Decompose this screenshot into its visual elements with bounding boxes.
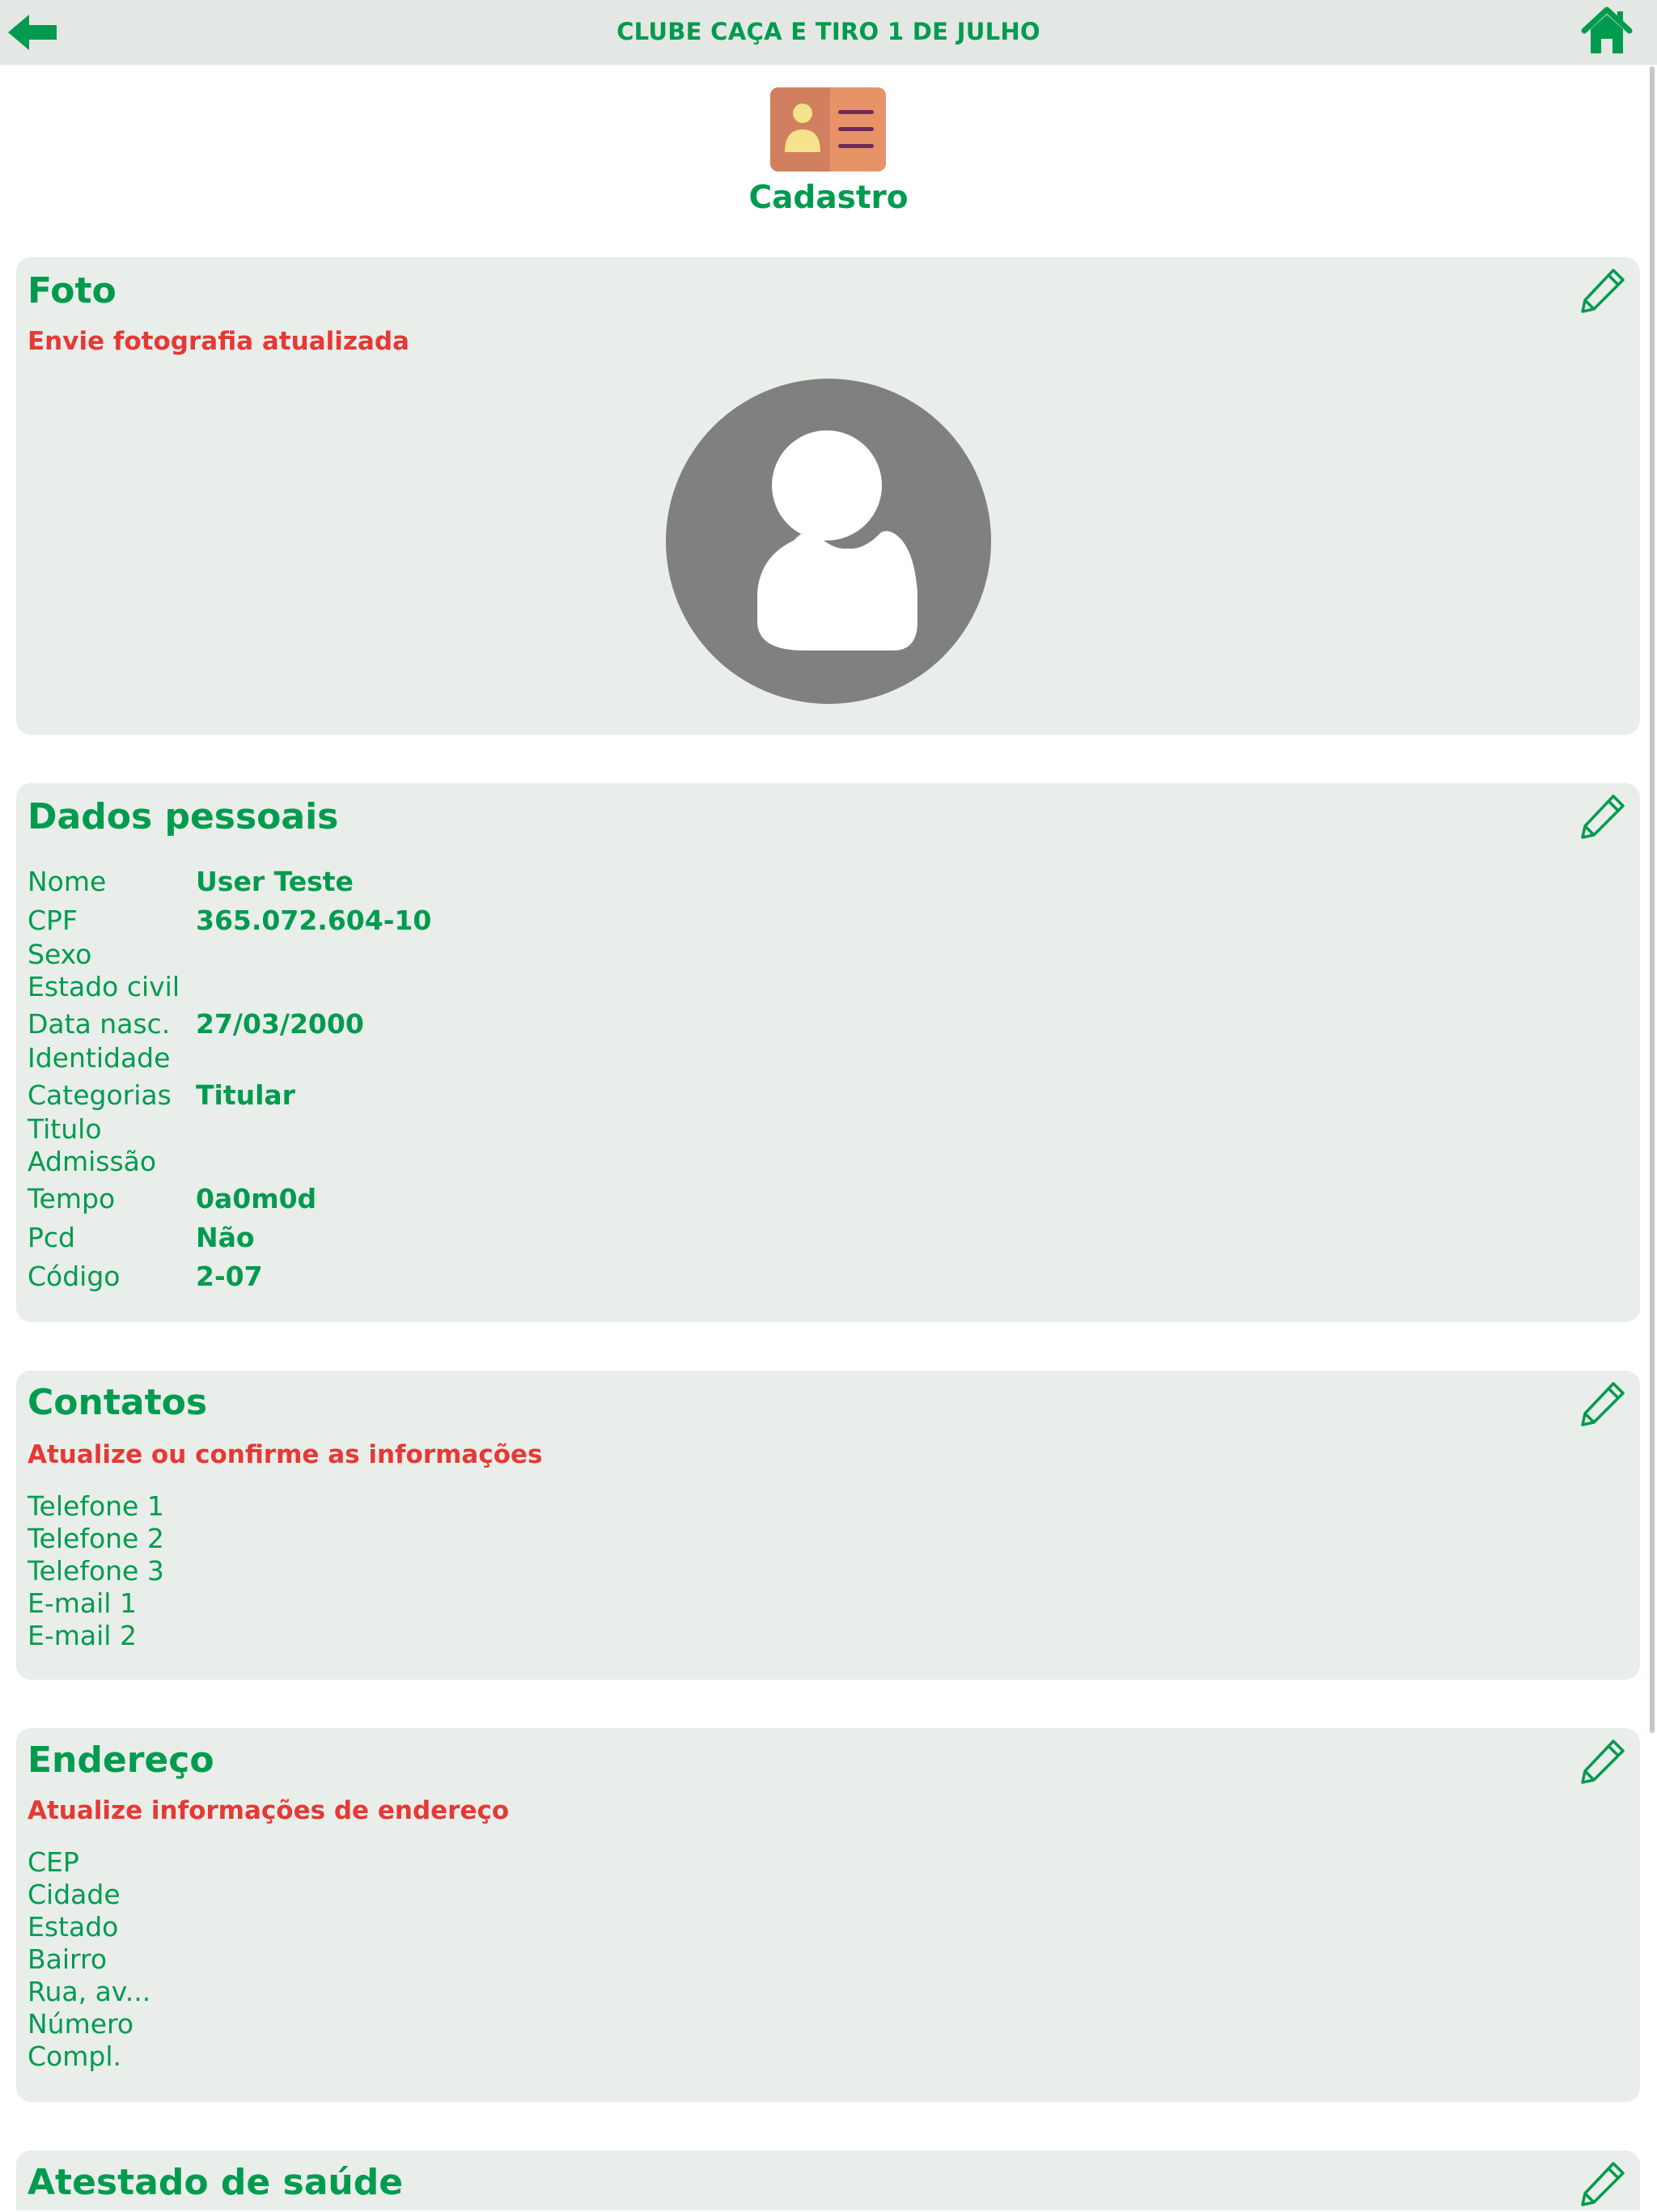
info-value: 365.072.604-10 bbox=[196, 905, 432, 936]
address-alert: Atualize informações de endereço bbox=[28, 1796, 510, 1825]
info-label: Número bbox=[28, 2008, 134, 2040]
id-card-icon bbox=[770, 87, 886, 172]
scrollbar[interactable] bbox=[1650, 66, 1655, 1733]
info-label: E-mail 1 bbox=[28, 1587, 137, 1619]
info-value: Não bbox=[196, 1222, 255, 1253]
address-card bbox=[16, 1728, 1640, 2102]
info-label: Cidade bbox=[28, 1879, 121, 1910]
health-certificate-title: Atestado de saúde bbox=[28, 2162, 404, 2203]
pencil-icon bbox=[1578, 1379, 1628, 1429]
info-label: Estado bbox=[28, 1911, 119, 1943]
info-label: Nome bbox=[28, 866, 107, 897]
info-label: Admissão bbox=[28, 1146, 157, 1177]
info-label: Data nasc. bbox=[28, 1008, 171, 1040]
edit-contacts-button[interactable] bbox=[1578, 1379, 1628, 1429]
home-button[interactable] bbox=[1581, 6, 1633, 57]
info-label: Código bbox=[28, 1261, 121, 1292]
info-label: Categorias bbox=[28, 1079, 172, 1111]
personal-data-title: Dados pessoais bbox=[28, 796, 339, 837]
pencil-icon bbox=[1578, 265, 1628, 316]
info-label: Telefone 2 bbox=[28, 1523, 164, 1554]
info-label: Compl. bbox=[28, 2040, 121, 2072]
edit-address-button[interactable] bbox=[1578, 1736, 1628, 1786]
info-value: User Teste bbox=[196, 866, 354, 897]
info-value: 27/03/2000 bbox=[196, 1008, 364, 1040]
health-certificate-card bbox=[16, 2151, 1640, 2210]
personal-data-card bbox=[16, 783, 1640, 1322]
pencil-icon bbox=[1578, 791, 1628, 841]
info-label: Identidade bbox=[28, 1042, 171, 1074]
photo-title: Foto bbox=[28, 270, 117, 311]
info-label: Telefone 3 bbox=[28, 1555, 164, 1587]
pencil-icon bbox=[1578, 2159, 1628, 2209]
edit-photo-button[interactable] bbox=[1578, 265, 1628, 316]
info-label: E-mail 2 bbox=[28, 1620, 137, 1651]
user-avatar-icon bbox=[666, 379, 991, 704]
pencil-icon bbox=[1578, 1736, 1628, 1786]
info-label: Bairro bbox=[28, 1943, 108, 1975]
top-bar bbox=[0, 0, 1657, 65]
app-title: CLUBE CAÇA E TIRO 1 DE JULHO bbox=[617, 18, 1040, 45]
edit-personal-data-button[interactable] bbox=[1578, 791, 1628, 841]
contacts-title: Contatos bbox=[28, 1382, 208, 1423]
info-label: Pcd bbox=[28, 1222, 75, 1253]
contacts-alert: Atualize ou confirme as informações bbox=[28, 1440, 543, 1469]
info-label: Tempo bbox=[28, 1183, 116, 1214]
info-label: Telefone 1 bbox=[28, 1490, 164, 1522]
home-icon bbox=[1581, 6, 1633, 57]
info-label: Estado civil bbox=[28, 971, 180, 1002]
photo-card bbox=[16, 257, 1640, 735]
info-label: Titulo bbox=[28, 1113, 102, 1145]
info-value: 2-07 bbox=[196, 1261, 263, 1292]
info-label: Rua, av... bbox=[28, 1976, 151, 2007]
photo-alert: Envie fotografia atualizada bbox=[28, 327, 409, 356]
info-value: Titular bbox=[196, 1079, 295, 1111]
contacts-card bbox=[16, 1371, 1640, 1680]
info-label: Sexo bbox=[28, 939, 92, 970]
avatar[interactable] bbox=[666, 379, 991, 704]
info-value: 0a0m0d bbox=[196, 1183, 317, 1214]
info-label: CPF bbox=[28, 905, 78, 936]
info-label: CEP bbox=[28, 1846, 79, 1878]
edit-health-certificate-button[interactable] bbox=[1578, 2159, 1628, 2209]
address-title: Endereço bbox=[28, 1740, 214, 1781]
page-title: Cadastro bbox=[748, 180, 909, 216]
